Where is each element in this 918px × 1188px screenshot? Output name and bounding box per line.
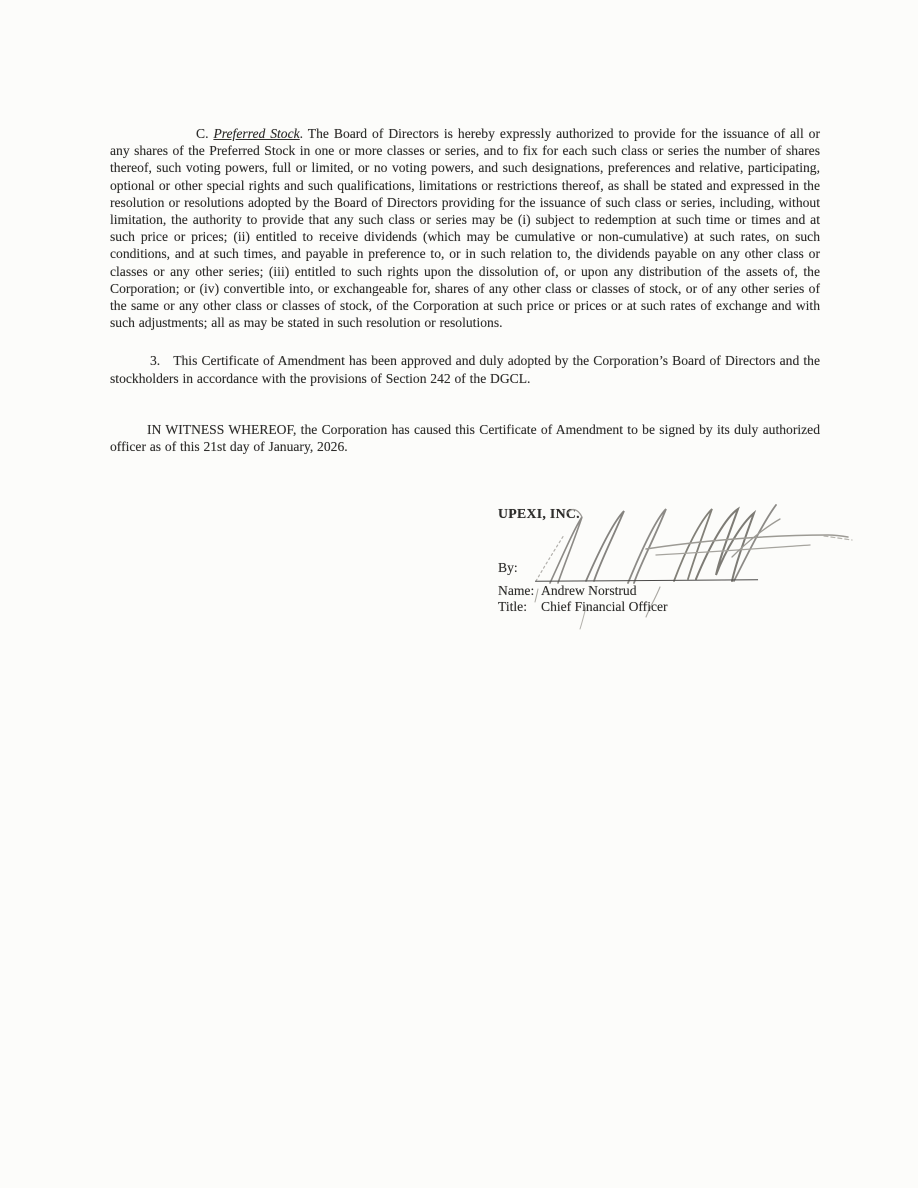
- paragraph-item-3: [110, 352, 820, 386]
- item-3-text: This Certificate of Amendment has been approved and duly adopted by the Corporation’s Board of Directors and the stockholders in accordance with the provisions of Section 242 of the DGCL.: [110, 353, 820, 386]
- by-row: [498, 560, 518, 576]
- name-label: Name:: [498, 583, 535, 598]
- preferred-stock-heading: Preferred Stock: [213, 126, 300, 141]
- company-name: UPEXI, INC.: [498, 506, 580, 521]
- item-3-number: 3.: [150, 353, 161, 369]
- document-body: [110, 125, 820, 455]
- title-row: [498, 599, 668, 615]
- by-label: By:: [498, 560, 518, 575]
- section-c-body-text: . The Board of Directors is hereby expressly authorized to provide for the issuance of all or any shares of the Preferred Stock in one or more classes or series, and to fix for each such class or series the number of shares thereof, such voting powers, full or limited, or no voting powers, and such designations, preferences and relative, participating, optional or other special rights and such qualifications, limitations or restrictions thereof, as shall be stated and expressed in the resolution or resolutions adopted by the Board of Directors providing for the issuance of such class or series, including, without limitation, the authority to provide that any such class or series may be (i) subject to redemption at such time or times and at such price or prices; (ii) entitled to receive dividends (which may be cumulative or non-cumulative) at such rates, on such conditions, and at such times, and payable in preference to, or in such relation to, the dividends payable on any other class or classes or any other series; (iii) entitled to such rights upon the dissolution of, or upon any distribution of the assets of, the Corporation; or (iv) convertible into, or exchangeable for, shares of any other class or classes of stock, or of any other series of the same or any other class or classes of stock, of the Corporation at such price or prices or at such rates of exchange and with such adjustments; all as may be stated in such resolution or resolutions.: [110, 126, 821, 331]
- paragraph-witness: IN WITNESS WHEREOF, the Corporation has caused this Certificate of Amendment to be signed by its duly authorized officer as of this 21st day of January, 2026.: [110, 421, 820, 455]
- name-row: [498, 583, 637, 599]
- name-value: Andrew Norstrud: [541, 583, 637, 598]
- section-c-label: C.: [196, 126, 214, 141]
- paragraph-preferred-stock: [110, 125, 820, 331]
- signature-line: [535, 565, 758, 582]
- title-value: Chief Financial Officer: [541, 599, 668, 614]
- title-label: Title:: [498, 599, 527, 614]
